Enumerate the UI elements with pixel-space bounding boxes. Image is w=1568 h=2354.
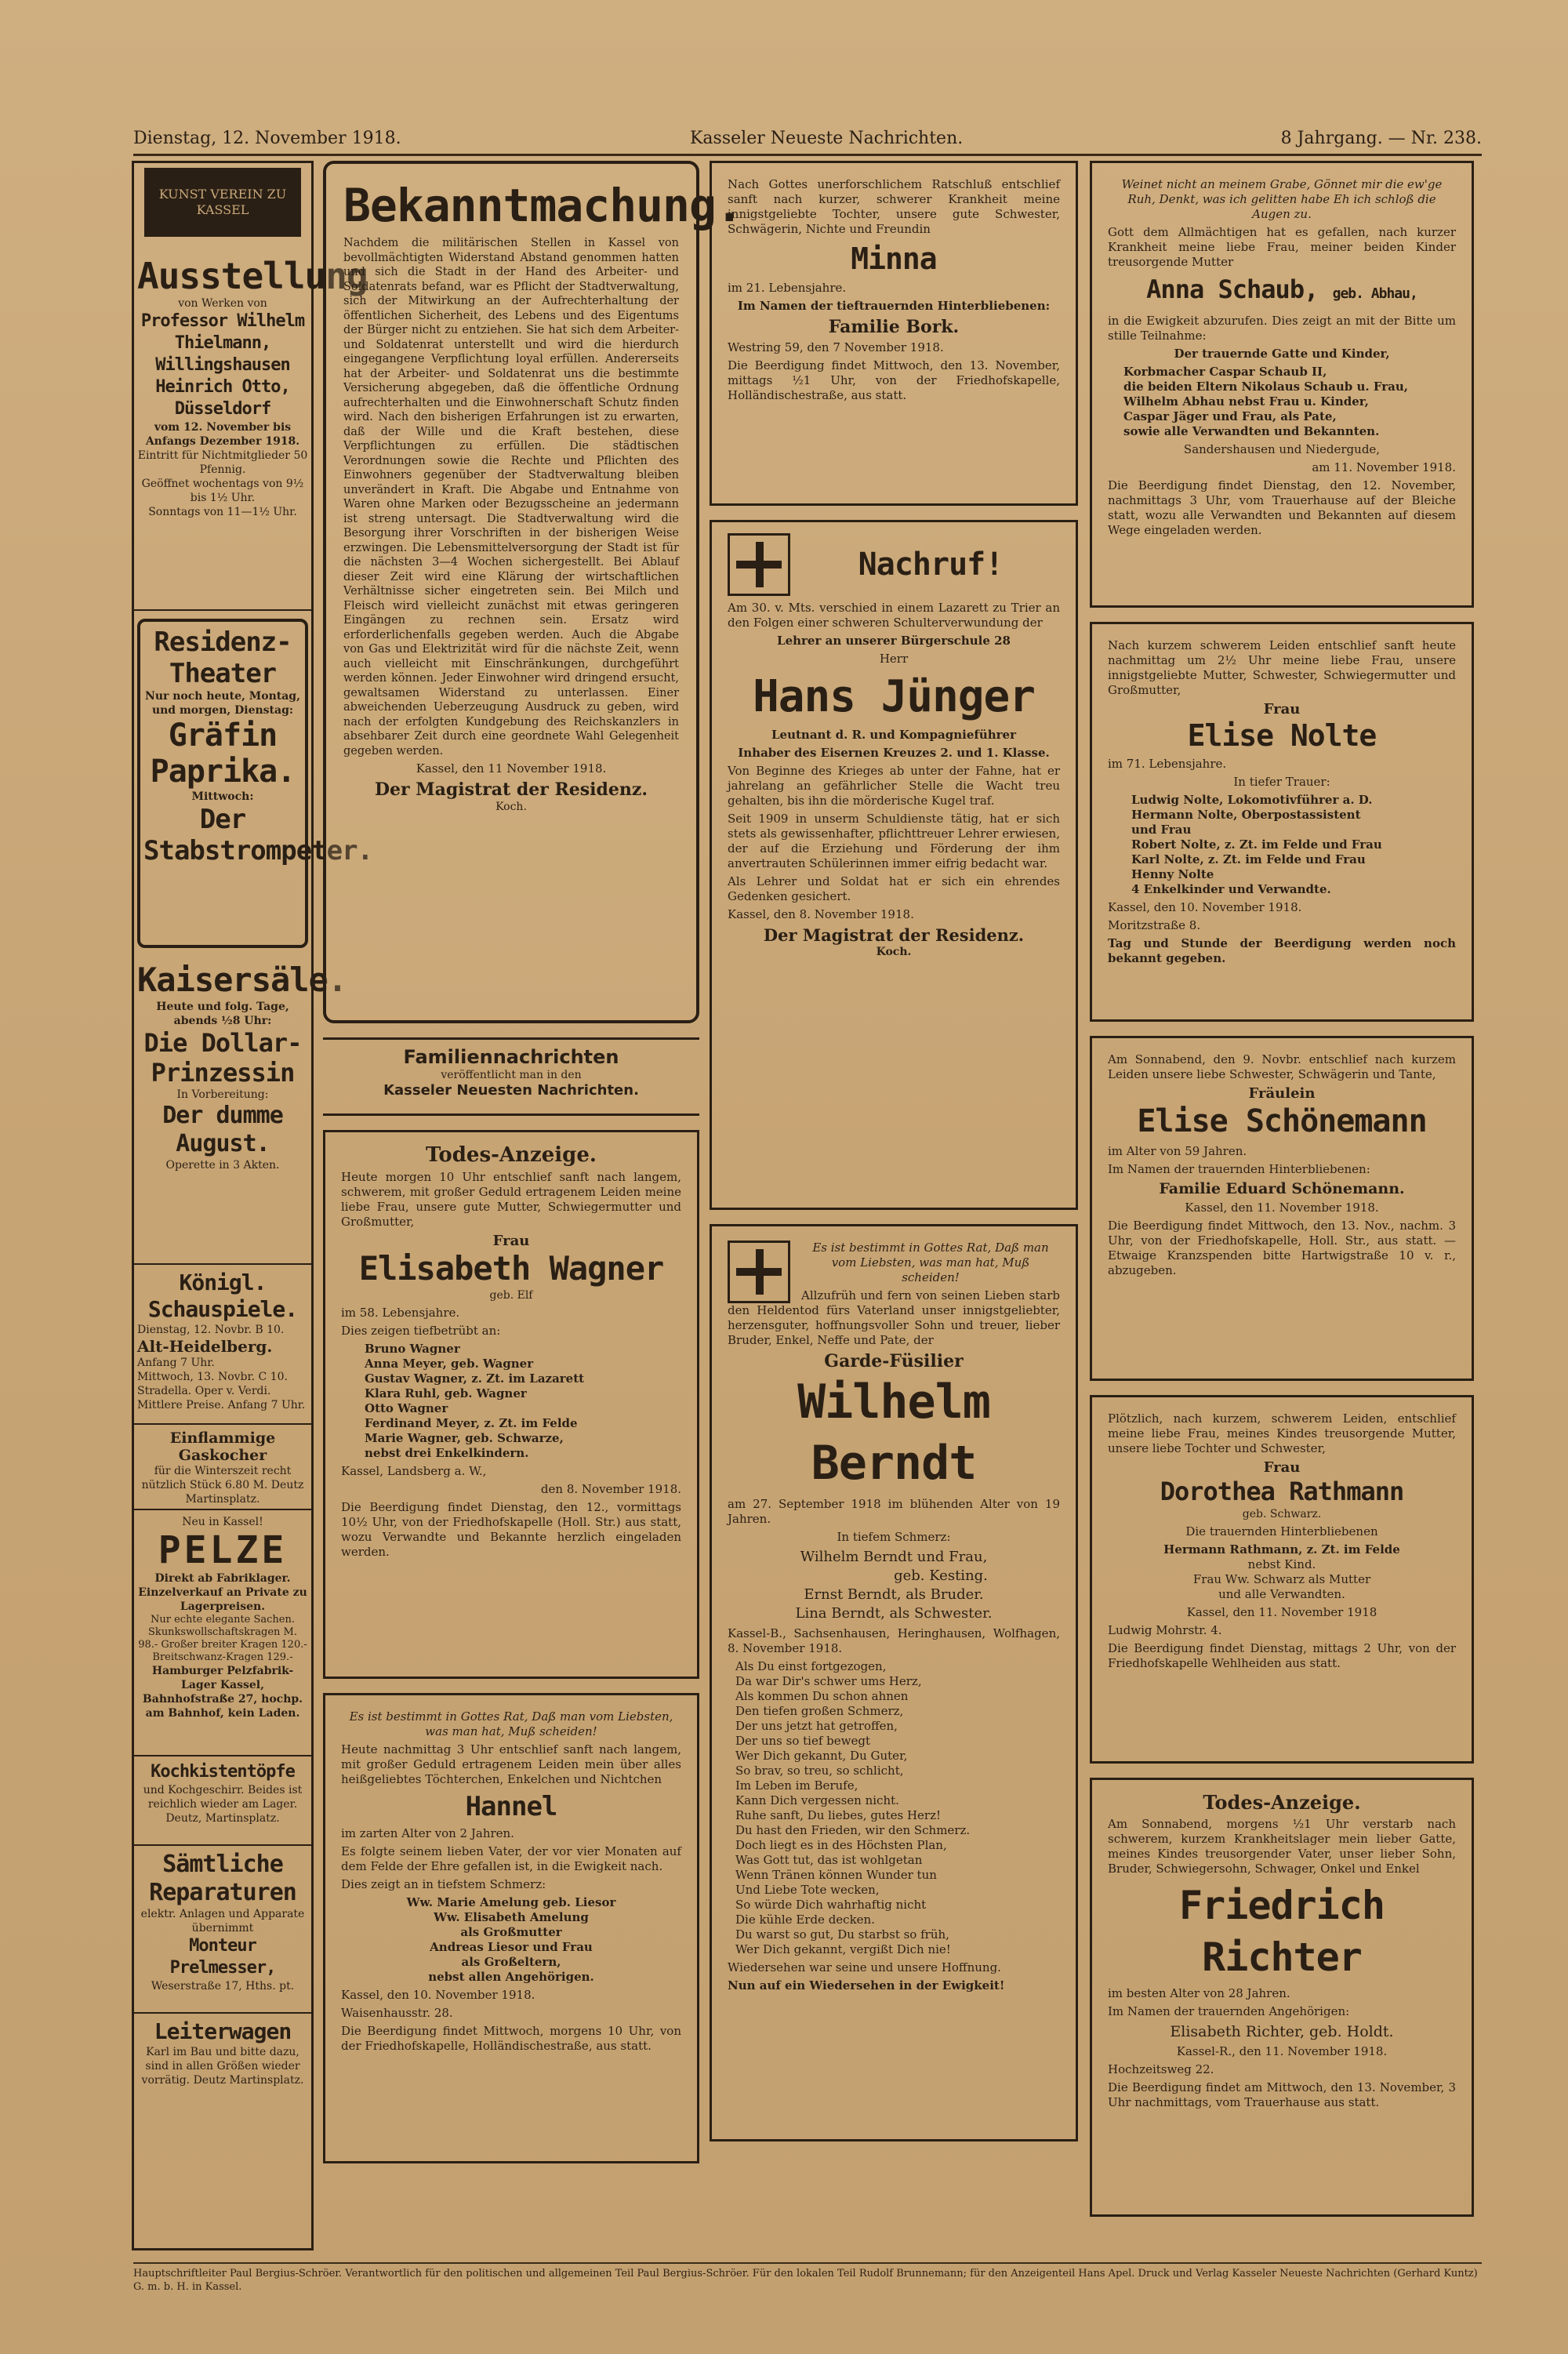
notice-text: Am 30. v. Mts. verschied in einem Lazarett zu Trier an den Folgen einer schweren Schulterverwundung der <box>728 601 1060 630</box>
notice-age: im 71. Lebensjahre. <box>1108 757 1227 771</box>
notice-poem <box>728 1659 1060 1957</box>
poem-line: Wenn Tränen können Wunder tun <box>735 1868 937 1882</box>
notice-family: Familie Eduard Schönemann. <box>1159 1180 1405 1197</box>
notice-funeral: Tag und Stunde der Beerdigung werden noch bekannt gegeben. <box>1108 936 1456 965</box>
ausstellung-dates: vom 12. November bis Anfangs Dezember 1918. <box>145 421 300 448</box>
notice-intro: In tiefer Trauer: <box>1233 775 1330 789</box>
notice-geb: geb. Abhau, <box>1332 285 1417 302</box>
notice-place: Kassel, Landsberg a. W., <box>341 1464 487 1478</box>
notice-honor: Inhaber des Eisernen Kreuzes 2. und 1. Klasse. <box>738 746 1050 760</box>
mourner: 4 Enkelkinder und Verwandte. <box>1131 882 1331 896</box>
ausstellung-ad <box>134 251 368 611</box>
mourner: nebst allen Angehörigen. <box>428 1970 594 1984</box>
notice-funeral: Die Beerdigung findet Dienstag, den 12., vormittags 10½ Uhr, von der Friedhofskapelle (Holl. Str.) aus statt, wozu Verwandte und Bekannte herzlich eingeladen werden. <box>341 1500 681 1559</box>
poem-line: Als Du einst fortgezogen, <box>735 1659 887 1673</box>
schauspiele-line: Mittwoch, 13. Novbr. C 10. Stradella. Oper v. Verdi. Mittlere Preise. Anfang 7 Uhr. <box>137 1371 306 1411</box>
residenz-line: Nur noch heute, Montag, und morgen, Dienstag: <box>145 690 300 717</box>
poem-line: Was Gott tut, das ist wohlgetan <box>735 1853 923 1867</box>
notice-intro: Im Namen der trauernden Angehörigen: <box>1108 2004 1350 2018</box>
mourner: Andreas Liesor und Frau <box>430 1940 593 1954</box>
reparaturen-ad <box>134 1846 311 2014</box>
mourner: Bruno Wagner <box>365 1342 460 1356</box>
notice-intro: Dies zeigt an in tiefstem Schmerz: <box>341 1877 546 1891</box>
notice-geb: geb. Schwarz. <box>1242 1508 1322 1520</box>
pelze-line: Direkt ab Fabriklager. Einzelverkauf an Private zu Lagerpreisen. <box>138 1572 307 1613</box>
mourner-list <box>341 1895 681 1985</box>
notice-verse: Weinet nicht an meinem Grabe, Gönnet mir die ew'ge Ruh, Denkt, was ich gelitten habe Eh ich schloß die Augen zu. <box>1121 177 1443 221</box>
mourner: Anna Meyer, geb. Wagner <box>365 1357 534 1371</box>
deceased-name: Wilhelm Berndt <box>797 1375 990 1491</box>
notice-funeral: Die Beerdigung findet Dienstag, mittags 2 Uhr, von der Friedhofskapelle Wehlheiden aus statt. <box>1108 1641 1456 1670</box>
bekanntmachung-name: Koch. <box>495 801 527 813</box>
notice-age: im Alter von 59 Jahren. <box>1108 1144 1247 1158</box>
notice-text: Heute nachmittag 3 Uhr entschlief sanft nach langem, mit großer Geduld ertragenem Leiden mein über alles heißgeliebtes Töchterchen, Enkelchen und Nichtchen <box>341 1742 681 1786</box>
familiennachrichten-banner <box>323 1037 699 1116</box>
notice-addr: Hochzeitsweg 22. <box>1108 2062 1214 2076</box>
notice-addr: Waisenhausstr. 28. <box>341 2006 453 2020</box>
residenz-play: Der Stabstrompeter. <box>143 804 373 866</box>
poem-line: So würde Dich wahrhaftig nicht <box>735 1898 927 1912</box>
notice-geb: geb. Elf <box>489 1289 533 1302</box>
notice-verse: Es ist bestimmt in Gottes Rat, Daß man vom Liebsten, was man hat, Muß scheiden! <box>349 1709 673 1738</box>
mourner: Hermann Nolte, Oberpostassistent <box>1131 808 1361 822</box>
notice-place: Kassel, den 11. November 1918. <box>1185 1201 1379 1215</box>
hannel-notice <box>323 1693 699 2163</box>
mourner: Wilhelm Abhau nebst Frau u. Kinder, <box>1123 394 1369 409</box>
mourner: Henny Nolte <box>1131 867 1214 881</box>
notice-text: Seit 1909 in unserm Schuldienste tätig, hat er sich stets als gewissenhafter, pflichttreuer Lehrer erwiesen, der auf die Erziehung und Förderung der ihm anvertrauten Schülerinnen immer eifrig bedacht war. <box>728 812 1060 870</box>
deceased-name <box>1108 273 1456 311</box>
notice-text: Von Beginne des Krieges ab unter der Fahne, hat er jahrelang an gefährlicher Stelle die Wacht treu gehalten, bis ihn die mörderische Kugel traf. <box>728 764 1060 808</box>
mourner: geb. Kesting. <box>894 1568 988 1584</box>
notice-heading: Nachruf! <box>858 547 1004 583</box>
ad-column <box>132 161 373 2250</box>
mourner: als Großeltern, <box>461 1955 561 1969</box>
richter-notice <box>1090 1778 1474 2217</box>
schauspiele-play: Alt-Heidelberg. <box>137 1337 273 1356</box>
mourner: Ww. Marie Amelung geb. Liesor <box>406 1895 616 1909</box>
mourner-list <box>1108 793 1456 897</box>
notice-rank: Leutnant d. R. und Kompagnieführer <box>771 728 1016 742</box>
header-issue: 8 Jahrgang. — Nr. 238. <box>1280 129 1482 148</box>
notice-title: Frau <box>492 1233 530 1249</box>
leiterwagen-title: Leiterwagen <box>154 2018 292 2044</box>
notice-funeral: Die Beerdigung findet Mittwoch, morgens 10 Uhr, von der Friedhofskapelle, Holländischestraße, aus statt. <box>341 2024 681 2053</box>
kaisersaele-ad <box>134 956 347 1265</box>
schauspiele-line: Anfang 7 Uhr. <box>137 1357 215 1369</box>
notice-intro: Im Namen der trauernden Hinterbliebenen: <box>1108 1162 1370 1176</box>
notice-intro: Die trauernden Hinterbliebenen <box>1185 1524 1378 1538</box>
mourner: und alle Verwandten. <box>1218 1587 1345 1601</box>
mourner: Klara Ruhl, geb. Wagner <box>365 1386 527 1400</box>
notice-place: Kassel, den 8. November 1918. <box>728 907 914 921</box>
leiterwagen-line: Karl im Bau und bitte dazu, sind in allen Größen wieder vorrätig. Deutz Martinsplatz. <box>141 2046 304 2087</box>
mourner: als Großmutter <box>460 1925 562 1939</box>
mourner: Korbmacher Caspar Schaub II, <box>1123 365 1327 379</box>
mourner: nebst drei Enkelkindern. <box>365 1446 529 1460</box>
notice-funeral: Die Beerdigung findet Mittwoch, den 13. November, mittags ½1 Uhr, von der Friedhofskapelle, Holländischestraße, aus statt. <box>728 358 1060 402</box>
notice-date: den 8. November 1918. <box>540 1482 681 1496</box>
mourner: Ferdinand Meyer, z. Zt. im Felde <box>365 1416 578 1430</box>
header-date: Dienstag, 12. November 1918. <box>133 129 401 148</box>
logo-text: KUNST VEREIN ZU KASSEL <box>144 168 301 237</box>
ausstellung-title: Ausstellung <box>137 255 368 297</box>
deceased-name: Elise Nolte <box>1187 718 1377 753</box>
notice-title: Fräulein <box>1248 1085 1316 1102</box>
bekanntmachung-title: Bekanntmachung. <box>343 179 742 232</box>
residenz-ad <box>137 619 373 948</box>
notice-funeral: Die Beerdigung findet Mittwoch, den 13. Nov., nachm. 3 Uhr, von der Friedhofskapelle, Holl. Str., aus statt. — Etwaige Kranzspenden bitte Hartwigstraße 10 v. r., abzugeben. <box>1108 1219 1456 1277</box>
deceased-name: Elise Schönemann <box>1137 1103 1427 1139</box>
reparaturen-name: Monteur Prelmesser, <box>169 1936 276 1978</box>
notice-text: Am Sonnabend, morgens ½1 Uhr verstarb nach schwerem, kurzem Krankheitslager mein lieber Gatte, meines Kindes treusorgender Vater, unser lieber Sohn, Bruder, Schwiegersohn, Schwager, Onkel und Enkel <box>1108 1817 1456 1876</box>
poem-line: Im Leben im Berufe, <box>735 1778 858 1793</box>
page-header <box>133 125 1482 156</box>
pelze-line: Hamburger Pelzfabrik-Lager Kassel, Bahnhofstraße 27, hochp. am Bahnhof, kein Laden. <box>142 1665 303 1720</box>
kunstverein-logo <box>134 163 311 251</box>
mourner: Karl Nolte, z. Zt. im Felde und Frau <box>1131 852 1366 866</box>
gaskocher-title: Einflammige Gaskocher <box>169 1429 276 1464</box>
mourner: nebst Kind. <box>1247 1557 1316 1571</box>
ausstellung-hours: Geöffnet wochentags von 9½ bis 1½ Uhr. <box>141 478 304 504</box>
familien-paper: Kasseler Neuesten Nachrichten. <box>383 1082 639 1099</box>
mourner: Otto Wagner <box>365 1401 448 1415</box>
schauspiele-line: Dienstag, 12. Novbr. B 10. <box>137 1324 285 1336</box>
poem-line: Der uns so tief bewegt <box>735 1734 870 1748</box>
notice-closing: Nun auf ein Wiedersehen in der Ewigkeit! <box>728 1978 1005 1993</box>
deceased-name: Friedrich Richter <box>1179 1883 1385 1980</box>
notice-text: Als Lehrer und Soldat hat er sich ein ehrendes Gedenken gesichert. <box>728 874 1060 903</box>
poem-line: Du hast den Frieden, wir den Schmerz. <box>735 1823 971 1837</box>
notice-funeral: Die Beerdigung findet Dienstag, den 12. November, nachmittags 3 Uhr, vom Trauerhause auf der Bleiche statt, wozu alle Verwandten und Bekannten auf diesem Wege eingeladen werden. <box>1108 478 1456 537</box>
notice-place: Kassel, den 10. November 1918. <box>341 1988 535 2002</box>
poem-line: Den tiefen großen Schmerz, <box>735 1704 904 1718</box>
deceased-name-text: Anna Schaub, <box>1146 274 1319 304</box>
notice-age: am 27. September 1918 im blühenden Alter von 19 Jahren. <box>728 1497 1060 1526</box>
notice-age: im 58. Lebensjahre. <box>341 1306 460 1320</box>
notice-place: Kassel, den 10. November 1918. <box>1108 900 1302 914</box>
mourner: die beiden Eltern Nikolaus Schaub u. Frau, <box>1123 380 1408 394</box>
poem-line: Wer Dich gekannt, Du Guter, <box>735 1749 908 1763</box>
gaskocher-line: für die Winterszeit recht nützlich Stück 6.80 M. Deutz Martinsplatz. <box>141 1465 304 1506</box>
poem-line: Kann Dich vergessen nicht. <box>735 1793 899 1807</box>
notice-funeral: Die Beerdigung findet am Mittwoch, den 13. November, 3 Uhr nachmittags, vom Trauerhause aus statt. <box>1108 2080 1456 2109</box>
rathmann-notice <box>1090 1395 1474 1764</box>
mourner: Lina Berndt, als Schwester. <box>795 1605 993 1622</box>
notice-verse: Es ist bestimmt in Gottes Rat, Daß man vom Liebsten, was man hat, Muß scheiden! <box>812 1241 1049 1284</box>
notice-addr: Moritzstraße 8. <box>1108 918 1201 932</box>
notice-text: Nach Gottes unerforschlichem Ratschluß entschlief sanft nach kurzer, schwerer Krankheit meine innigstgeliebte Tochter, unsere gute Schwester, Schwägerin, Nichte und Freundin <box>728 177 1060 236</box>
bekanntmachung-place: Kassel, den 11 November 1918. <box>416 761 607 776</box>
mourner: Gustav Wagner, z. Zt. im Lazarett <box>365 1371 585 1386</box>
wagner-notice <box>323 1130 699 1679</box>
familien-title: Familiennachrichten <box>403 1046 619 1068</box>
leiterwagen-ad <box>134 2014 311 2125</box>
residenz-line: Mittwoch: <box>191 790 254 803</box>
deceased-name: Hannel <box>465 1791 557 1822</box>
residenz-play: Gräfin Paprika. <box>150 717 296 790</box>
kochtoepfe-line: und Kochgeschirr. Beides ist reichlich wieder am Lager. Deutz, Martinsplatz. <box>143 1784 303 1825</box>
deceased-name: Elisabeth Wagner <box>358 1249 664 1288</box>
mourner-list <box>341 1342 681 1461</box>
notice-heading: Todes-Anzeige. <box>1203 1791 1361 1814</box>
deceased-name: Minna <box>851 242 937 276</box>
reparaturen-line: elektr. Anlagen und Apparate übernimmt <box>140 1908 305 1934</box>
pelze-ad <box>134 1510 311 1756</box>
mourner: Caspar Jäger und Frau, als Pate, <box>1123 409 1337 423</box>
ausstellung-sunday: Sonntags von 11—1½ Uhr. <box>148 506 297 518</box>
kaisersaele-line: In Vorbereitung: <box>176 1088 269 1101</box>
ausstellung-fee: Eintritt für Nichtmitglieder 50 Pfennig. <box>137 449 308 476</box>
ausstellung-artist: Heinrich Otto, Düsseldorf <box>155 377 290 419</box>
pelze-pre: Neu in Kassel! <box>182 1516 263 1528</box>
iron-cross-icon <box>728 533 790 596</box>
notice-signer: Koch. <box>876 946 912 958</box>
kochtoepfe-title: Kochkistentöpfe <box>151 1762 295 1782</box>
column-four <box>1090 161 1474 2231</box>
schauspiele-ad <box>134 1265 311 1425</box>
mourner: Marie Wagner, geb. Schwarze, <box>365 1431 564 1445</box>
kaisersaele-line: Heute und folg. Tage, abends ½8 Uhr: <box>156 1001 289 1027</box>
reparaturen-line: Weserstraße 17, Hths. pt. <box>151 1980 295 1993</box>
deceased-name: Dorothea Rathmann <box>1160 1477 1404 1506</box>
notice-role: Garde-Füsilier <box>824 1351 964 1371</box>
juenger-notice <box>710 520 1078 1210</box>
poem-line: Als kommen Du schon ahnen <box>735 1689 909 1703</box>
pelze-line: Nur echte elegante Sachen. Skunkswollschaftskragen M. 98.- Großer breiter Kragen 120.- Breitschwanz-Kragen 129.- <box>138 1614 307 1663</box>
kochtoepfe-ad <box>134 1756 311 1846</box>
poem-line: Du warst so gut, Du starbst so früh, <box>735 1927 949 1942</box>
iron-cross-icon <box>728 1241 790 1303</box>
bekanntmachung-notice <box>323 161 742 1023</box>
notice-family: Familie Bork. <box>828 317 960 337</box>
reparaturen-title: Sämtliche Reparaturen <box>149 1851 296 1906</box>
header-paper: Kasseler Neueste Nachrichten. <box>690 129 964 148</box>
column-two <box>323 161 742 2178</box>
mourner: Elisabeth Richter, geb. Holdt. <box>1170 2023 1394 2040</box>
poem-line: So brav, so treu, so schlicht, <box>735 1764 904 1778</box>
gaskocher-ad <box>134 1425 311 1510</box>
notice-place: Kassel-R., den 11. November 1918. <box>1176 2044 1388 2058</box>
mourner: und Frau <box>1131 823 1192 837</box>
mourner: Frau Ww. Schwarz als Mutter <box>1192 1572 1371 1586</box>
residenz-title: Residenz-Theater <box>154 627 292 689</box>
mourner: Hermann Rathmann, z. Zt. im Felde <box>1163 1542 1400 1557</box>
mourner: Wilhelm Berndt und Frau, <box>800 1549 988 1565</box>
notice-role: Lehrer an unserer Bürgerschule 28 <box>777 634 1011 648</box>
kaisersaele-line: Operette in 3 Akten. <box>165 1159 280 1172</box>
ausstellung-line: von Werken von <box>178 297 267 310</box>
column-three <box>710 161 1078 2156</box>
pelze-title: PELZE <box>158 1528 288 1572</box>
kaisersaele-play: Die Dollar-Prinzessin <box>143 1028 302 1088</box>
notice-title: Herr <box>879 652 909 666</box>
poem-line: Die kühle Erde decken. <box>735 1913 875 1927</box>
notice-intro: In tiefem Schmerz: <box>837 1530 951 1544</box>
notice-age: im besten Alter von 28 Jahren. <box>1108 1986 1290 2000</box>
notice-title: Frau <box>1263 701 1301 717</box>
kaisersaele-play: Der dumme August. <box>162 1102 283 1157</box>
notice-place: Kassel-B., Sachsenhausen, Heringhausen, Wolfhagen, 8. November 1918. <box>728 1626 1060 1655</box>
poem-line: Ruhe sanft, Du liebes, gutes Herz! <box>735 1808 942 1822</box>
nolte-notice <box>1090 622 1474 1022</box>
mourner: Ernst Berndt, als Bruder. <box>804 1586 984 1603</box>
schoenemann-notice <box>1090 1036 1474 1381</box>
bekanntmachung-body: Nachdem die militärischen Stellen in Kassel von bevollmächtigten Widerstand Abstand genommen hatten und sich die Stadt in der Hand des Arbeiter- und Soldatenrats befand, war es Pflicht der Stadtverwaltung, sich der Mitwirkung an der Aufrechterhaltung der öffentlichen Sicherheit, des Lebens und des Eigentums der Bürger nicht zu entziehen. Sie hat sich dem Arbeiter- und Soldatenrat unterstellt und wird die hierdurch eingegangene Verpflichtung loyal erfüllen. Andererseits hat der Arbeiter- und Soldatenrat uns die bestimmte Versicherung abgegeben, daß die öffentliche Ordnung aufrechterhalten und die Einwohnerschaft Schutz finden wird. Nach den bisherigen Erfahrungen ist zu erwarten, daß der Wille und die Kraft bestehen, diese Verpflichtungen zu erfüllen. Die städtischen Verordnungen sowie die Rechte und Pflichten des Einwohners gegenüber der Stadtverwaltung bleiben unverändert in Kraft. Die Abgabe und Entnahme von Waren ohne Marken oder Bezugsscheine an jedermann ist streng untersagt. Die Stadtverwaltung wird die Besorgung ihrer Vorschriften in der bisherigen Weise erzwingen. Die Lebensmittelversorgung der Stadt ist für die nächsten 3—4 Wochen sichergestellt. Bei Ablauf dieser Zeit wird eine Klärung der wirtschaftlichen Verhältnisse sicher eingetreten sein. Bei Milch und Fleisch wird vielleicht zunächst mit etwas geringeren Eingängen zu rechnen sein. Ersatz wird erforderlichenfalls gegeben werden. Auch die Abgabe von Gas und Elektrizität wird für die nächste Zeit, wenn auch vielleicht mit Einschränkungen, durchgeführt werden können. Jeder Einwohner wird dringend ersucht, gewaltsamen Widerstand zu unterlassen. Einer abweichenden Ueberzeugung Ausdruck zu geben, wird nach der erfolgten Kundgebung des Reichskanzlers in absehbarer Zeit durch eine geordnete Wahl Gelegenheit gegeben werden. <box>343 237 679 757</box>
notice-age: im zarten Alter von 2 Jahren. <box>341 1826 514 1840</box>
mourner: Ww. Elisabeth Amelung <box>434 1910 589 1924</box>
notice-text: Allzufrüh und fern von seinen Lieben starb den Heldentod fürs Vaterland unser innigstgeliebter, herzensguter, hoffnungsvoller Sohn und treuer, lieber Bruder, Enkel, Neffe und Pate, der <box>728 1288 1060 1347</box>
notice-text: Gott dem Allmächtigen hat es gefallen, nach kurzer Krankheit meine liebe Frau, meiner beiden Kinder treusorgende Mutter <box>1108 225 1456 269</box>
notice-place: Sandershausen und Niedergude, <box>1183 442 1381 456</box>
mourner: Robert Nolte, z. Zt. im Felde und Frau <box>1131 837 1382 852</box>
poem-line: Doch liegt es in des Höchsten Plan, <box>735 1838 947 1852</box>
notice-sign: Der Magistrat der Residenz. <box>763 925 1025 945</box>
poem-line: Und Liebe Tote wecken, <box>735 1883 880 1897</box>
bekanntmachung-sign: Der Magistrat der Residenz. <box>374 779 648 800</box>
poem-line: Da war Dir's schwer ums Herz, <box>735 1674 922 1688</box>
notice-text: Am Sonnabend, den 9. Novbr. entschlief nach kurzem Leiden unsere liebe Schwester, Schwägerin und Tante, <box>1108 1052 1456 1081</box>
notice-text: Nach kurzem schwerem Leiden entschlief sanft heute nachmittag um 2½ Uhr meine liebe Frau, unsere innigstgeliebte Mutter, Schwester, Schwiegermutter und Großmutter, <box>1108 638 1456 697</box>
notice-intro: Dies zeigen tiefbetrübt an: <box>341 1324 501 1338</box>
notice-place: Kassel, den 11. November 1918 <box>1186 1605 1377 1619</box>
notice-text: in die Ewigkeit abzurufen. Dies zeigt an mit der Bitte um stille Teilnahme: <box>1108 314 1456 343</box>
kaisersaele-title: Kaisersäle. <box>137 961 347 999</box>
mourner: Ludwig Nolte, Lokomotivführer a. D. <box>1131 793 1373 807</box>
mourner: sowie alle Verwandten und Bekannten. <box>1123 424 1380 438</box>
notice-place: Westring 59, den 7 November 1918. <box>728 340 944 354</box>
notice-addr: Ludwig Mohrstr. 4. <box>1108 1623 1222 1637</box>
minna-notice <box>710 161 1078 506</box>
notice-intro: Der trauernde Gatte und Kinder, <box>1174 347 1390 361</box>
notice-heading: Todes-Anzeige. <box>426 1143 597 1167</box>
notice-date: am 11. November 1918. <box>1312 460 1456 474</box>
familien-sub: veröffentlicht man in den <box>441 1069 582 1081</box>
notice-closing: Wiedersehen war seine und unsere Hoffnung. <box>728 1960 1001 1974</box>
notice-title: Frau <box>1263 1459 1301 1476</box>
ausstellung-artist: Professor Wilhelm Thielmann, Willingshausen <box>140 311 305 375</box>
imprint-footer: Hauptschriftleiter Paul Bergius-Schröer. Verantwortlich für den politischen und allgemeinen Teil Paul Bergius-Schröer. Für den lokalen Teil Rudolf Brunnemann; für den Anzeigenteil Hans Apel. Druck und Verlag Kasseler Neueste Nachrichten (Gerhard Kuntz) G. m. b. H. in Kassel. <box>133 2262 1482 2294</box>
notice-intro: Im Namen der tieftrauernden Hinterbliebenen: <box>737 299 1051 313</box>
notice-text: Es folgte seinem lieben Vater, der vor vier Monaten auf dem Felde der Ehre gefallen ist, in die Ewigkeit nach. <box>341 1844 681 1873</box>
berndt-notice <box>710 1224 1078 2141</box>
notice-age: im 21. Lebensjahre. <box>728 281 847 295</box>
notice-text: Heute morgen 10 Uhr entschlief sanft nach langem, schwerem, mit großer Geduld ertragenem Leiden meine liebe Frau, unsere gute Mutter, Schwiegermutter und Großmutter, <box>341 1170 681 1229</box>
poem-line: Wer Dich gekannt, vergißt Dich nie! <box>735 1942 951 1956</box>
schauspiele-title: Königl. Schauspiele. <box>147 1270 298 1322</box>
schaub-notice <box>1090 161 1474 608</box>
notice-text: Plötzlich, nach kurzem, schwerem Leiden, entschlief meine liebe Frau, meines Kindes treusorgende Mutter, unsere liebe Tochter und Schwester, <box>1108 1411 1456 1455</box>
poem-line: Der uns jetzt hat getroffen, <box>735 1719 898 1733</box>
deceased-name: Hans Jünger <box>753 671 1035 722</box>
